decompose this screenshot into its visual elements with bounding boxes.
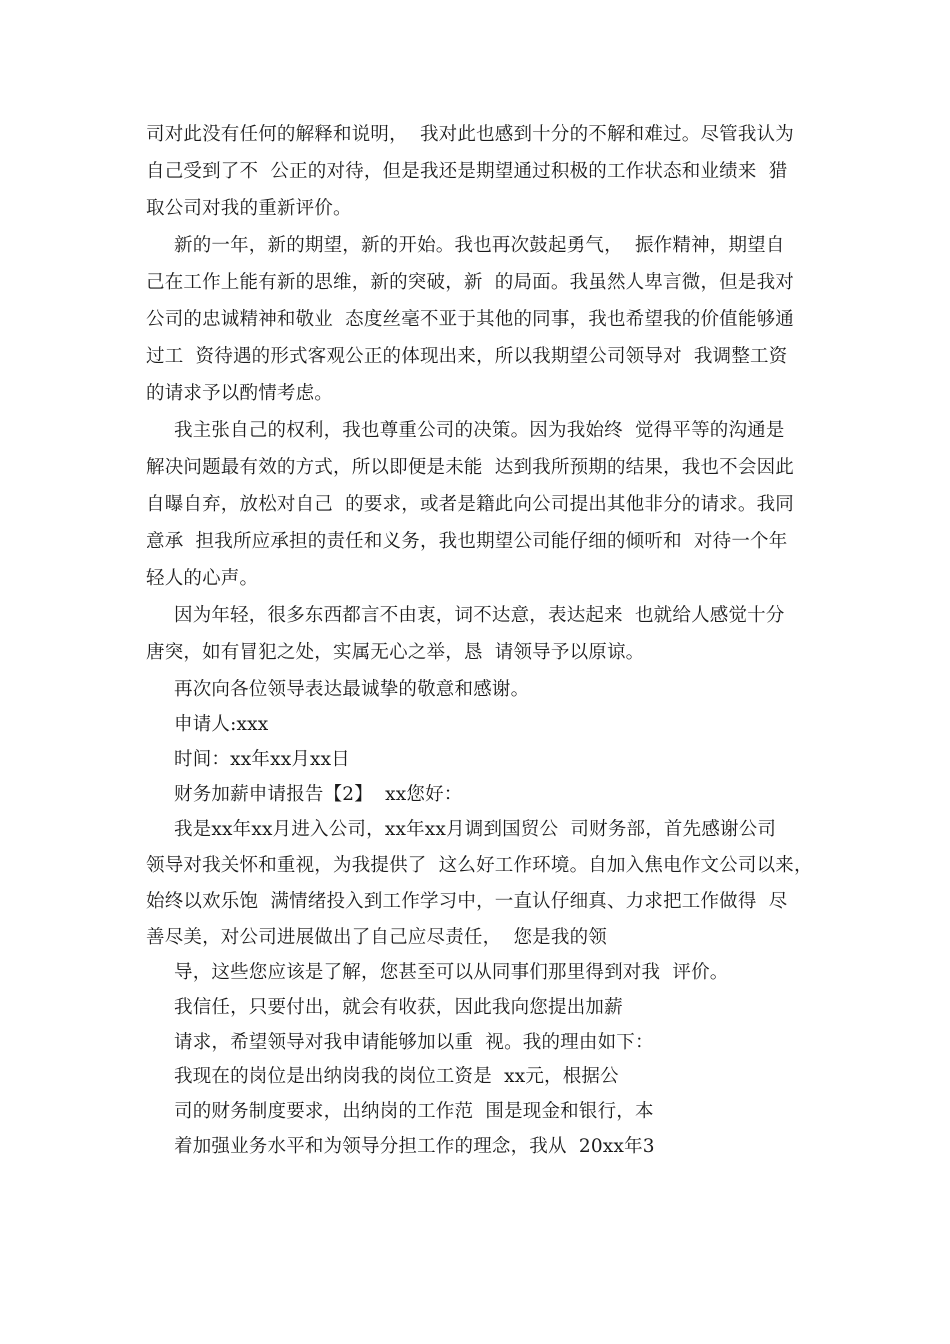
text-line: 唐突，如有冒犯之处，实属无心之举，恳 请领导予以原谅。 (146, 642, 645, 663)
text-line: 因为年轻，很多东西都言不由衷，词不达意，表达起来 也就给人感觉十分 (174, 605, 785, 626)
text-line: 公司的忠诚精神和敬业 态度丝毫不亚于其他的同事，我也希望我的价值能够通 (146, 309, 794, 330)
text-line: 申请人:xxx (174, 714, 269, 735)
text-line: 自曝自弃，放松对自己 的要求，或者是籍此向公司提出其他非分的请求。我同 (146, 494, 794, 515)
text-line: 再次向各位领导表达最诚挚的敬意和感谢。 (174, 679, 530, 700)
text-line: 司的财务制度要求，出纳岗的工作范 围是现金和银行，本 (174, 1101, 654, 1122)
text-line: 善尽美，对公司进展做出了自己应尽责任， 您是我的领 (146, 927, 607, 948)
text-line: 我现在的岗位是出纳岗我的岗位工资是 xx元，根据公 (174, 1066, 619, 1087)
text-line: 时间：xx年xx月xx日 (174, 749, 351, 770)
text-line: 过工 资待遇的形式客观公正的体现出来，所以我期望公司领导对 我调整工资 (146, 346, 788, 367)
text-line: 始终以欢乐饱 满情绪投入到工作学习中，一直认仔细真、力求把工作做得 尽 (146, 891, 788, 912)
text-line: 我信任，只要付出，就会有收获，因此我向您提出加薪 (174, 997, 623, 1018)
text-line: 的请求予以酌情考虑。 (146, 383, 334, 404)
text-line: 己在工作上能有新的思维，新的突破，新 的局面。我虽然人卑言微，但是我对 (146, 272, 794, 293)
text-line: 我主张自己的权利，我也尊重公司的决策。因为我始终 觉得平等的沟通是 (174, 420, 785, 441)
text-line: 司对此没有任何的解释和说明， 我对此也感到十分的不解和难过。尽管我认为 (146, 124, 794, 145)
text-line: 新的一年，新的期望，新的开始。我也再次鼓起勇气， 振作精神，期望自 (174, 235, 785, 256)
text-line: 请求，希望领导对我申请能够加以重 视。我的理由如下： (174, 1032, 654, 1053)
text-line: 财务加薪申请报告【2】 xx您好： (174, 784, 463, 805)
text-line: 轻人的心声。 (146, 568, 259, 589)
text-line: 着加强业务水平和为领导分担工作的理念，我从 20xx年3 (174, 1136, 655, 1157)
text-line: 意承 担我所应承担的责任和义务，我也期望公司能仔细的倾听和 对待一个年 (146, 531, 788, 552)
text-line: 自己受到了不 公正的对待，但是我还是期望通过积极的工作状态和业绩来 猎 (146, 161, 788, 182)
text-line: 领导对我关怀和重视，为我提供了 这么好工作环境。自加入焦电作文公司以来， (146, 855, 813, 876)
text-line: 取公司对我的重新评价。 (146, 198, 352, 219)
text-line: 导，这些您应该是了解，您甚至可以从同事们那里得到对我 评价。 (174, 962, 729, 983)
text-line: 解决问题最有效的方式，所以即便是未能 达到我所预期的结果，我也不会因此 (146, 457, 794, 478)
text-line: 我是xx年xx月进入公司，xx年xx月调到国贸公 司财务部，首先感谢公司 (174, 819, 777, 840)
